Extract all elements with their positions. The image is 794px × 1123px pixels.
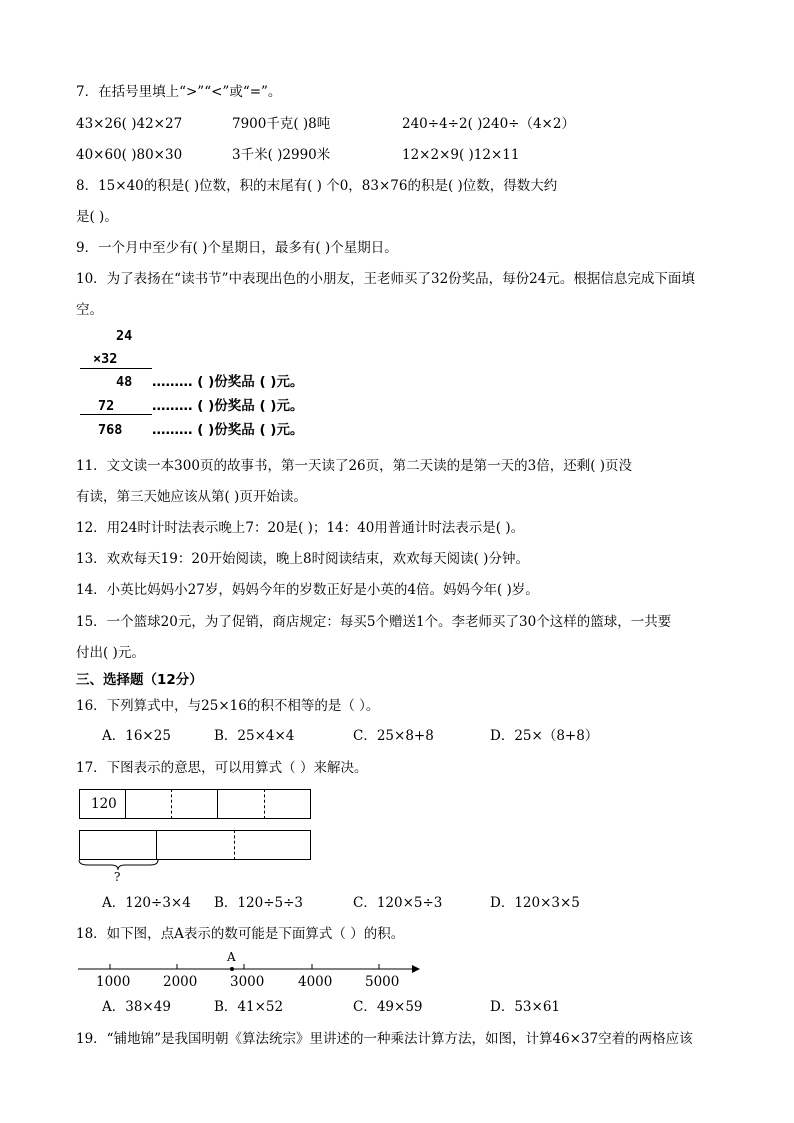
q7-item-3: 240÷4÷2( )240÷（4×2） — [402, 116, 575, 132]
section-3-heading: 三、选择题（12分） — [76, 672, 203, 688]
calc-fill-3: ……… ( )份奖品 ( )元。 — [152, 422, 304, 438]
q16-option-a: A．16×25 — [102, 728, 171, 744]
q8-line-2: 是( )。 — [76, 209, 118, 225]
q12-text: 12．用24时计时法表示晚上7：20是( )；14：40用普通计时法表示是( )。 — [76, 520, 525, 536]
tick-label-3000: 3000 — [230, 974, 265, 990]
q18-option-b: B．41×52 — [214, 999, 284, 1015]
brace-question-mark: ? — [114, 870, 121, 884]
q10-line-1: 10．为了表扬在“读书节”中表现出色的小朋友，王老师买了32份奖品，每份24元。根据信息完成下面填 — [76, 271, 695, 287]
tick-label-1000: 1000 — [96, 974, 131, 990]
q18-option-a: A．38×49 — [102, 999, 171, 1015]
q7-item-4: 40×60( )80×30 — [76, 147, 183, 163]
q17-option-c: C．120×5÷3 — [353, 895, 443, 911]
bar-bottom-divider — [156, 830, 157, 860]
calc-multiplicand: 24 — [116, 328, 133, 344]
q15-line-2: 付出( )元。 — [76, 645, 145, 661]
q11-line-1: 11．文文读一本300页的故事书，第一天读了26页，第二天读的是第一天的3倍，还剩( )页没 — [76, 458, 633, 474]
q7-item-1: 43×26( )42×27 — [76, 116, 183, 132]
calc-rule-2 — [80, 414, 152, 415]
q17-stem: 17．下图表示的意思，可以用算式（ ）来解决。 — [76, 760, 368, 776]
q16-stem: 16．下列算式中，与25×16的积不相等的是（ ）。 — [76, 698, 380, 714]
calc-product: 768 — [98, 422, 123, 438]
q14-text: 14．小英比妈妈小27岁，妈妈今年的岁数正好是小英的4倍。妈妈今年( )岁。 — [76, 582, 539, 598]
calc-partial-2: 72 — [98, 398, 115, 414]
diagram-bar-bottom — [79, 830, 311, 860]
calc-fill-1: ……… ( )份奖品 ( )元。 — [152, 374, 304, 390]
q19-text: 19．“铺地锦”是我国明朝《算法统宗》里讲述的一种乘法计算方法，如图，计算46×37空着的两格应该 — [76, 1031, 693, 1047]
q17-option-a: A．120÷3×4 — [102, 895, 191, 911]
bar-bottom-dashed-divider — [234, 830, 235, 860]
bar-top-dashed-divider — [171, 789, 172, 819]
q18-option-d: D．53×61 — [490, 999, 560, 1015]
q9-text: 9．一个月中至少有( )个星期日，最多有( )个星期日。 — [76, 240, 398, 256]
q16-option-d: D．25×（8+8） — [490, 728, 599, 744]
tick-label-4000: 4000 — [298, 974, 333, 990]
q16-option-c: C．25×8+8 — [353, 728, 434, 744]
calc-fill-2: ……… ( )份奖品 ( )元。 — [152, 398, 304, 414]
diagram-bar-top-value: 120 — [91, 796, 117, 812]
q15-line-1: 15．一个篮球20元，为了促销，商店规定：每买5个赠送1个。李老师买了30个这样的篮球，一共要 — [76, 614, 672, 630]
bar-top-divider — [125, 789, 126, 819]
q17-option-d: D．120×3×5 — [490, 895, 580, 911]
q16-option-b: B．25×4×4 — [214, 728, 295, 744]
bar-top-divider — [217, 789, 218, 819]
calc-rule-1 — [80, 368, 152, 369]
q10-line-2: 空。 — [76, 302, 103, 318]
q7-title: 7．在括号里填上“>”“<”或“=”。 — [76, 84, 282, 100]
q7-item-6: 12×2×9( )12×11 — [402, 147, 520, 163]
q13-text: 13．欢欢每天19：20开始阅读，晚上8时阅读结束，欢欢每天阅读( )分钟。 — [76, 551, 529, 567]
q18-option-c: C．49×59 — [353, 999, 423, 1015]
calc-partial-1: 48 — [116, 374, 133, 390]
q8-line-1: 8．15×40的积是( )位数，积的末尾有( ) 个0，83×76的积是( )位数，得数大约 — [76, 178, 558, 194]
q17-option-b: B．120÷5÷3 — [214, 895, 303, 911]
tick-label-2000: 2000 — [163, 974, 198, 990]
q18-stem: 18．如下图，点A表示的数可能是下面算式（ ）的积。 — [76, 926, 405, 942]
q7-item-5: 3千米( )2990米 — [232, 147, 331, 163]
tick-label-5000: 5000 — [365, 974, 400, 990]
q11-line-2: 有读，第三天她应该从第( )页开始读。 — [76, 489, 307, 505]
bar-top-dashed-divider — [264, 789, 265, 819]
q7-item-2: 7900千克( )8吨 — [232, 116, 331, 132]
calc-multiplier: ×32 — [93, 351, 118, 367]
point-a-label: A — [227, 950, 236, 964]
